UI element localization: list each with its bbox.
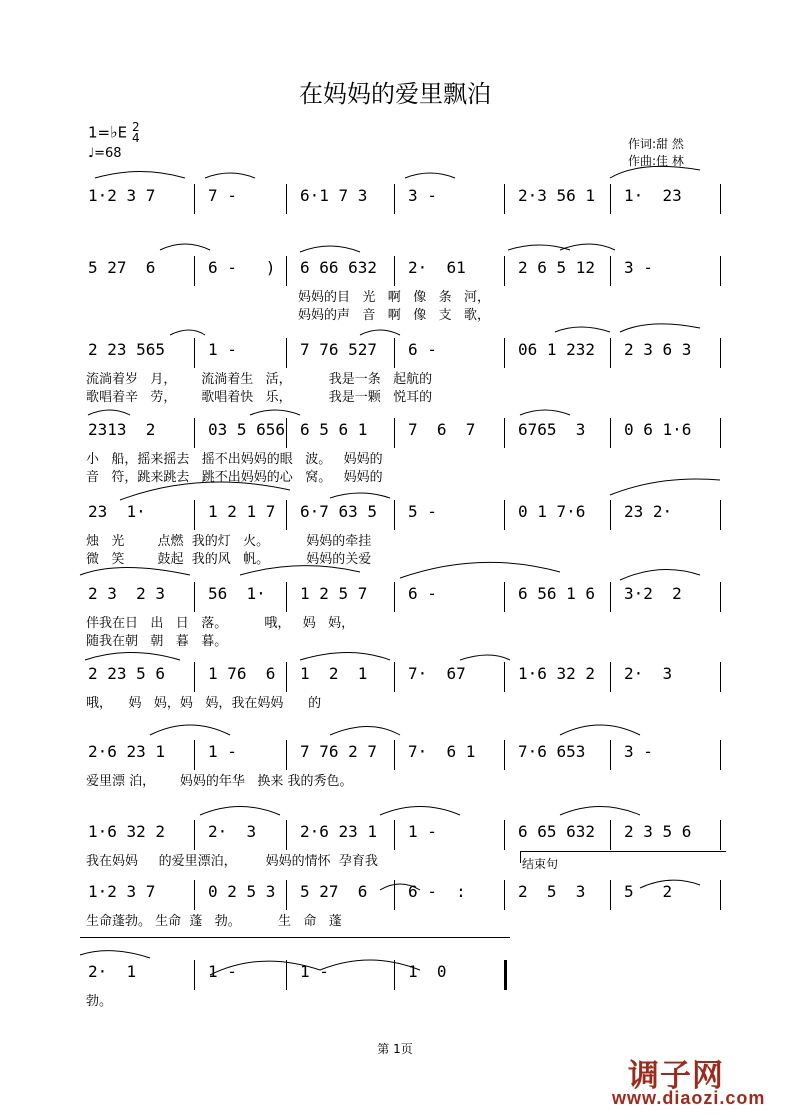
watermark-url: www.diaozi.com (612, 1088, 766, 1108)
bar-line (394, 740, 395, 770)
credits (628, 136, 684, 170)
measure-notes: 2· 1 (88, 962, 137, 981)
measure-notes: 1 2 5 7 (300, 584, 368, 603)
bar-line (194, 960, 195, 990)
measure-notes: 03 5 656 (208, 420, 286, 439)
measure-notes: 1 2 1 (300, 664, 368, 683)
bar-line (286, 500, 287, 530)
lyric-line-1: 生命蓬勃。 生命 蓬 勃。 生 命 蓬 (86, 914, 342, 929)
time-top: 2 (131, 120, 140, 134)
measure-notes: 2 3 6 3 (624, 340, 692, 359)
measure-notes: 2· 3 (208, 822, 257, 841)
measure-notes: 6 66 632 (300, 258, 378, 277)
measure-notes: 7 76 527 (300, 340, 378, 359)
lyric-line-1: 勃。 (86, 994, 113, 1009)
measure-notes: 6·1 7 3 (300, 186, 368, 205)
bar-line (394, 256, 395, 286)
measure-notes: 7 - (208, 186, 237, 205)
bar-line (286, 740, 287, 770)
composer-credit: 作曲:佳 林 (628, 154, 684, 168)
bar-line (194, 582, 195, 612)
lyric-line-1: 小 船，摇来摇去 摇不出妈妈的眼 波。 妈妈的 (86, 452, 383, 467)
watermark-logo: 调子网 (628, 1058, 724, 1094)
measure-notes: 2·6 23 1 (300, 822, 378, 841)
tempo-marking: ♩=68 (88, 146, 122, 161)
bar-line (394, 338, 395, 368)
lyric-line-1: 妈妈的目 光 啊 像 条 河， (298, 290, 490, 305)
bar-line (610, 500, 611, 530)
measure-notes: 1 - (300, 962, 329, 981)
bar-line (194, 740, 195, 770)
bar-line (720, 338, 721, 368)
bar-line (504, 338, 505, 368)
measure-notes: 6 - ) (208, 258, 276, 277)
bar-line (720, 820, 721, 850)
measure-notes: 2313 2 (88, 420, 156, 439)
score-row (80, 340, 730, 418)
lyric-line-2: 随我在朝 朝 暮 暮。 (86, 634, 228, 649)
bar-line (394, 500, 395, 530)
measure-notes: 6765 3 (518, 420, 586, 439)
measure-notes: 7· 6 1 (408, 742, 476, 761)
measure-notes: 5 27 6 (300, 882, 368, 901)
bar-line (610, 582, 611, 612)
score-row (80, 664, 730, 742)
bar-line (394, 880, 395, 910)
measure-notes: 23 2· (624, 502, 673, 521)
score-row (80, 186, 730, 264)
key-prefix: 1= (88, 123, 111, 142)
lyric-line-1: 流淌着岁 月， 流淌着生 活， 我是一条 起航的 (86, 372, 433, 387)
measure-notes: 1 - (208, 962, 237, 981)
bar-line (286, 960, 287, 990)
measure-notes: 7 6 7 (408, 420, 476, 439)
bar-line (194, 820, 195, 850)
bar-line (720, 582, 721, 612)
bar-line (720, 662, 721, 692)
bar-line (286, 582, 287, 612)
bar-line (720, 256, 721, 286)
bar-line (720, 740, 721, 770)
bar-line (610, 184, 611, 214)
time-bottom: 4 (131, 131, 140, 145)
bar-line (286, 184, 287, 214)
lyric-line-1: 烛 光 点燃 我的灯 火。 妈妈的牵挂 (86, 534, 372, 549)
measure-notes: 6 - (408, 340, 437, 359)
bar-line (194, 418, 195, 448)
page-number: 第 1页 (377, 1042, 413, 1056)
measure-notes: 5 27 6 (88, 258, 156, 277)
key-signature (88, 122, 140, 144)
measure-notes: 1 76 6 (208, 664, 276, 683)
bar-line (194, 662, 195, 692)
bar-line (504, 960, 507, 990)
bar-line (194, 500, 195, 530)
bar-line (504, 256, 505, 286)
measure-notes: 6·7 63 5 (300, 502, 378, 521)
bar-line (610, 662, 611, 692)
bar-line (504, 662, 505, 692)
bar-line (286, 338, 287, 368)
ending-bracket-tick (520, 851, 521, 863)
measure-notes: 1 - (208, 742, 237, 761)
bar-line (286, 880, 287, 910)
measure-notes: 1 - (408, 822, 437, 841)
bar-line (720, 184, 721, 214)
measure-notes: 6 65 632 (518, 822, 596, 841)
bar-line (286, 256, 287, 286)
measure-notes: 3 - (624, 258, 653, 277)
bar-line (394, 418, 395, 448)
measure-notes: 6 5 6 1 (300, 420, 368, 439)
bar-line (504, 880, 505, 910)
score-row (80, 258, 730, 336)
lyricist-credit: 作词:甜 然 (628, 137, 684, 151)
key-note: E (117, 123, 128, 142)
lyric-line-2: 音 符，跳来跳去 跳不出妈妈的心 窝。 妈妈的 (86, 470, 383, 485)
bar-line (610, 256, 611, 286)
bar-line (504, 740, 505, 770)
score-row (80, 742, 730, 820)
bar-line (194, 880, 195, 910)
measure-notes: 2 3 5 6 (624, 822, 692, 841)
measure-notes: 3 - (408, 186, 437, 205)
bar-line (720, 418, 721, 448)
flat-sign-icon: ♭ (110, 122, 118, 142)
measure-notes: 2· 61 (408, 258, 466, 277)
bar-line (194, 338, 195, 368)
bar-line (194, 184, 195, 214)
measure-notes: 2 23 565 (88, 340, 166, 359)
bar-line (504, 582, 505, 612)
measure-notes: 7·6 653 (518, 742, 586, 761)
measure-notes: 06 1 232 (518, 340, 596, 359)
lyric-line-1: 我在妈妈 的爱里漂泊， 妈妈的情怀 孕育我 (86, 854, 378, 869)
score-row (80, 420, 730, 498)
bar-line (610, 418, 611, 448)
bar-line (286, 418, 287, 448)
bar-line (610, 740, 611, 770)
score-row (80, 584, 730, 662)
bar-line (610, 820, 611, 850)
measure-notes: 5 - (408, 502, 437, 521)
bar-line (394, 582, 395, 612)
measure-notes: 7 76 2 7 (300, 742, 378, 761)
measure-notes: 5 2 (624, 882, 673, 901)
bar-line (610, 338, 611, 368)
measure-notes: 2 3 2 3 (88, 584, 166, 603)
bar-line (504, 500, 505, 530)
lyric-line-1: 哦， 妈 妈，妈 妈，我在妈妈 的 (86, 696, 322, 711)
measure-notes: 1 - (208, 340, 237, 359)
measure-notes: 2 6 5 12 (518, 258, 596, 277)
measure-notes: 2·3 56 1 (518, 186, 596, 205)
measure-notes: 2 23 5 6 (88, 664, 166, 683)
bar-line (394, 184, 395, 214)
lyric-line-1: 爱里漂 泊， 妈妈的年华 换来 我的秀色。 (86, 774, 353, 789)
measure-notes: 1·6 32 2 (518, 664, 596, 683)
time-signature (132, 122, 140, 144)
measure-notes: 3 - (624, 742, 653, 761)
measure-notes: 1 2 1 7 (208, 502, 276, 521)
bar-line (504, 418, 505, 448)
bar-line (720, 500, 721, 530)
ending-label: 结束句 (522, 857, 559, 871)
bar-line (194, 256, 195, 286)
measure-notes: 2 5 3 (518, 882, 586, 901)
measure-notes: 1·6 32 2 (88, 822, 166, 841)
bar-line (504, 820, 505, 850)
score-row (80, 962, 730, 1040)
score-row (80, 882, 730, 960)
measure-notes: 0 1 7·6 (518, 502, 586, 521)
lyric-line-2: 歌唱着辛 劳， 歌唱着快 乐， 我是一颗 悦耳的 (86, 390, 433, 405)
measure-notes: 1·2 3 7 (88, 882, 156, 901)
bar-line (610, 880, 611, 910)
bar-line (286, 820, 287, 850)
measure-notes: 1· 23 (624, 186, 682, 205)
score-row (80, 502, 730, 580)
ending-bracket-line-2 (80, 937, 510, 938)
measure-notes: 3·2 2 (624, 584, 682, 603)
measure-notes: 0 2 5 3 (208, 882, 276, 901)
lyric-line-2: 妈妈的声 音 啊 像 支 歌， (298, 308, 490, 323)
measure-notes: 7· 67 (408, 664, 466, 683)
bar-line (286, 662, 287, 692)
measure-notes: 1·2 3 7 (88, 186, 156, 205)
bar-line (394, 662, 395, 692)
ending-bracket-line (520, 851, 726, 852)
measure-notes: 6 - : (408, 882, 466, 901)
song-title: 在妈妈的爱里飘泊 (299, 80, 491, 108)
lyric-line-2: 微 笑 鼓起 我的风 帆。 妈妈的关爱 (86, 552, 372, 567)
measure-notes: 56 1· (208, 584, 266, 603)
lyric-line-1: 伴我在日 出 日 落。 哦， 妈 妈， (86, 616, 355, 631)
measure-notes: 2·6 23 1 (88, 742, 166, 761)
measure-notes: 23 1· (88, 502, 146, 521)
measure-notes: 1 0 (408, 962, 447, 981)
measure-notes: 2· 3 (624, 664, 673, 683)
measure-notes: 0 6 1·6 (624, 420, 692, 439)
measure-notes: 6 - (408, 584, 437, 603)
bar-line (394, 960, 395, 990)
bar-line (504, 184, 505, 214)
measure-notes: 6 56 1 6 (518, 584, 596, 603)
bar-line (394, 820, 395, 850)
bar-line (720, 880, 721, 910)
